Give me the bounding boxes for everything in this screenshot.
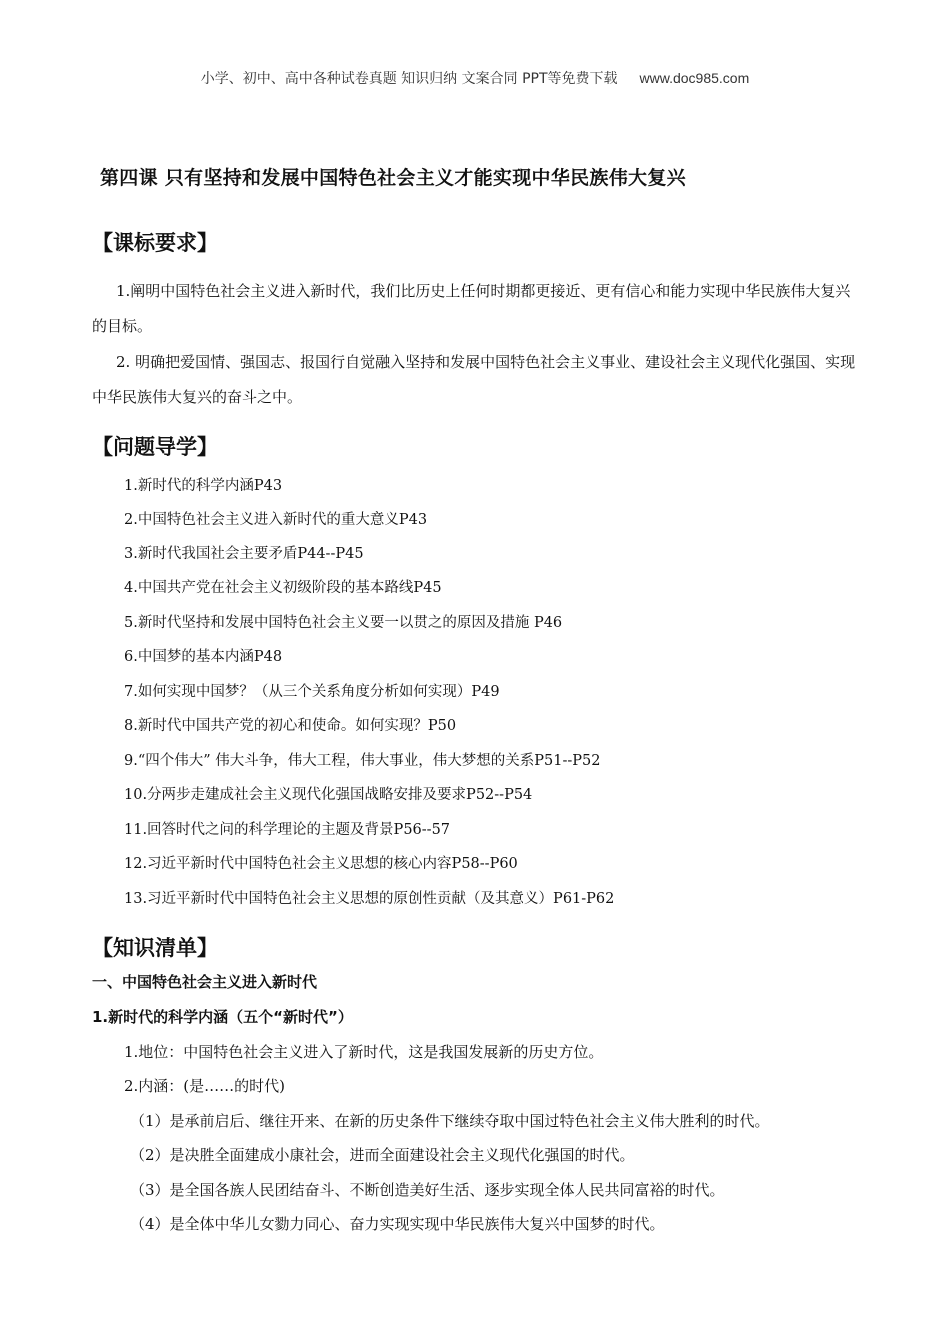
knowledge-heading: 【知识清单】	[92, 936, 218, 960]
content-line: （1）是承前启后、继往开来、在新的历史条件下继续夺取中国过特色社会主义伟大胜利的时代。	[130, 1112, 770, 1130]
guide-item: 12.习近平新时代中国特色社会主义思想的核心内容P58--P60	[124, 856, 518, 872]
subsection-heading: 1.新时代的科学内涵（五个“新时代”）	[92, 1008, 353, 1026]
guide-item: 2.中国特色社会主义进入新时代的重大意义P43	[124, 512, 428, 528]
content-line: （4）是全体中华儿女勠力同心、奋力实现实现中华民族伟大复兴中国梦的时代。	[130, 1215, 665, 1233]
guide-item: 9.“四个伟大” 伟大斗争，伟大工程，伟大事业，伟大梦想的关系P51--P52	[124, 753, 601, 769]
guide-item: 1.新时代的科学内涵P43	[124, 478, 283, 494]
guide-item: 11.回答时代之问的科学理论的主题及背景P56--57	[124, 822, 451, 838]
requirement-item: 1.阐明中国特色社会主义进入新时代，我们比历史上任何时期都更接近、更有信心和能力实现中华民族伟大复兴的目标。	[92, 282, 851, 335]
content-line: 1.地位：中国特色社会主义进入了新时代，这是我国发展新的历史方位。	[124, 1043, 604, 1061]
guide-item: 5.新时代坚持和发展中国特色社会主义要一以贯之的原因及措施 P46	[124, 615, 563, 631]
page-header	[0, 68, 950, 88]
guide-item: 8.新时代中国共产党的初心和使命。如何实现？P50	[124, 718, 457, 734]
section-heading-1: 一、中国特色社会主义进入新时代	[92, 973, 318, 991]
guide-item: 6.中国梦的基本内涵P48	[124, 649, 283, 665]
requirement-item: 2. 明确把爱国情、强国志、报国行自觉融入坚持和发展中国特色社会主义事业、建设社会主义现代化强国、实现中华民族伟大复兴的奋斗之中。	[92, 353, 856, 406]
guide-item: 3.新时代我国社会主要矛盾P44--P45	[124, 546, 364, 562]
content-line: （2）是决胜全面建成小康社会，进而全面建设社会主义现代化强国的时代。	[130, 1146, 635, 1164]
guide-item: 10.分两步走建成社会主义现代化强国战略安排及要求P52--P54	[124, 787, 533, 803]
lesson-title: 第四课 只有坚持和发展中国特色社会主义才能实现中华民族伟大复兴	[100, 167, 686, 189]
header-text: 小学、初中、高中各种试卷真题 知识归纳 文案合同 PPT等免费下载	[200, 71, 618, 87]
content-line: 2.内涵：(是……的时代)	[124, 1077, 286, 1095]
guide-item: 13.习近平新时代中国特色社会主义思想的原创性贡献（及其意义）P61-P62	[124, 891, 615, 907]
content-line: （3）是全国各族人民团结奋斗、不断创造美好生活、逐步实现全体人民共同富裕的时代。	[130, 1181, 725, 1199]
requirements-heading: 【课标要求】	[92, 231, 218, 255]
guide-item: 4.中国共产党在社会主义初级阶段的基本路线P45	[124, 580, 442, 596]
guide-item: 7.如何实现中国梦？（从三个关系角度分析如何实现）P49	[124, 684, 500, 700]
guide-heading: 【问题导学】	[92, 435, 218, 459]
header-site-link[interactable]: www.doc985.com	[639, 70, 750, 86]
